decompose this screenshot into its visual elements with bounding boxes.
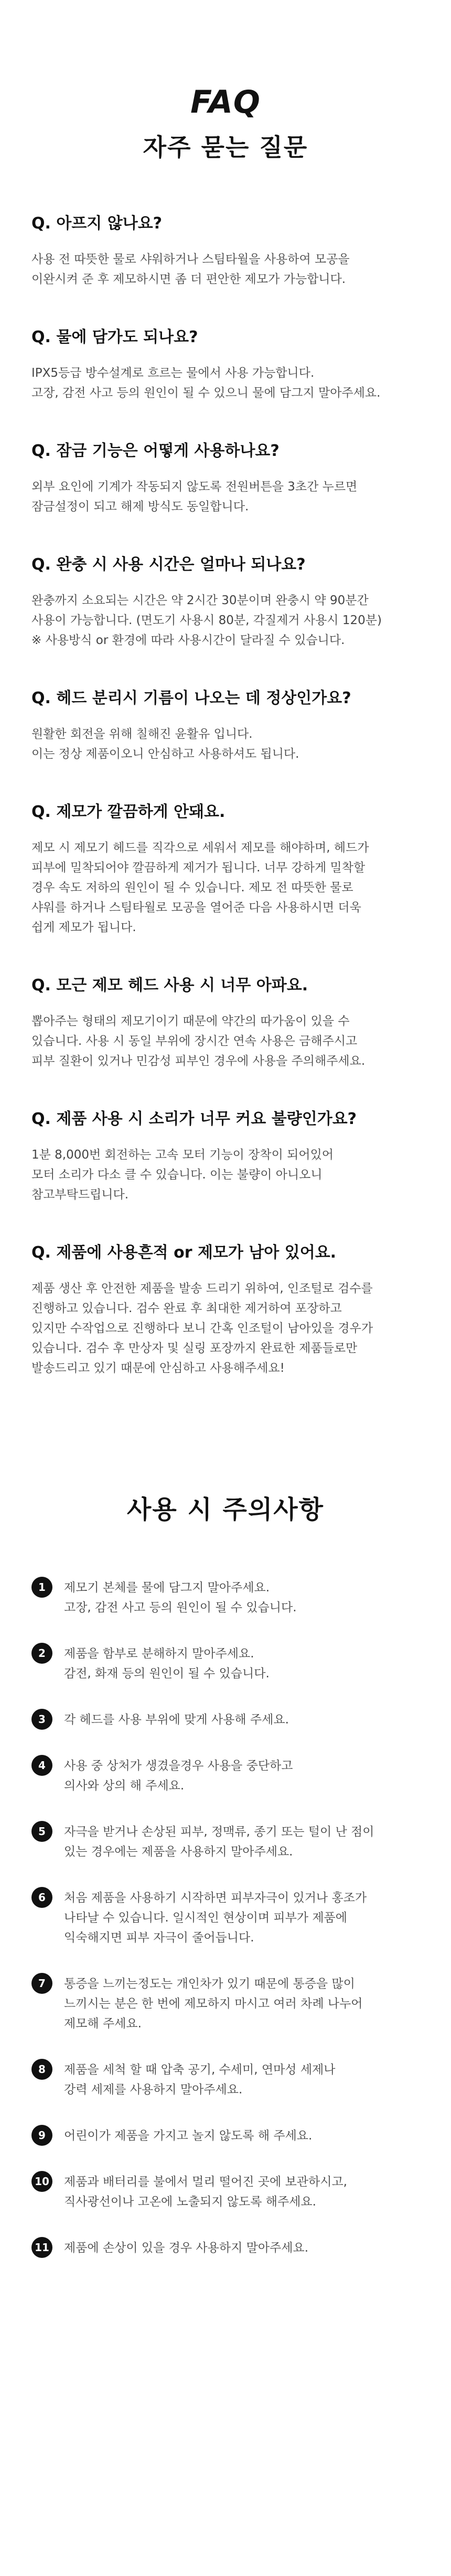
faq-item	[31, 688, 420, 802]
caution-item	[31, 1974, 420, 2034]
faq-answer-line: 있습니다. 검수 후 만상자 및 실링 포장까지 완료한 제품들로만	[31, 1341, 358, 1355]
faq-answer-line: 피부에 밀착되어야 깔끔하게 제거가 됩니다. 너무 강하게 밀착할	[31, 861, 366, 875]
caution-item	[31, 1644, 420, 1684]
caution-item	[31, 2238, 420, 2258]
faq-answer-line: 원활한 회전을 위해 칠해진 윤활유 입니다.	[31, 727, 253, 741]
faq-item	[31, 1109, 420, 1242]
faq-answer	[31, 249, 420, 289]
caution-line: 제모기 본체를 물에 담그지 말아주세요.	[64, 1581, 270, 1595]
caution-item	[31, 1756, 420, 1796]
faq-answer-line: 경우 속도 저하의 원인이 될 수 있습니다. 제모 전 따뜻한 물로	[31, 881, 353, 894]
caution-line: 감전, 화재 등의 원인이 될 수 있습니다.	[64, 1667, 270, 1680]
caution-line: 의사와 상의 해 주세요.	[64, 1779, 185, 1793]
faq-answer	[31, 363, 420, 403]
caution-line: 제품을 함부로 분해하지 말아주세요.	[64, 1647, 254, 1661]
caution-section	[31, 1489, 420, 2258]
caution-line: 느끼시는 분은 한 번에 제모하지 마시고 여러 차례 나누어	[64, 1997, 363, 2011]
faq-answer-line: 있습니다. 사용 시 동일 부위에 장시간 연속 사용은 금해주시고	[31, 1034, 358, 1048]
number-badge-icon: 5	[31, 1821, 52, 1842]
caution-line: 제품에 손상이 있을 경우 사용하지 말아주세요.	[64, 2241, 309, 2255]
faq-answer-line: IPX5등급 방수설계로 흐르는 물에서 사용 가능합니다.	[31, 366, 315, 380]
faq-answer-line: 뽑아주는 형태의 제모기이기 때문에 약간의 따가움이 있을 수	[31, 1014, 350, 1028]
faq-answer	[31, 477, 420, 517]
caution-line: 자극을 받거나 손상된 피부, 정맥류, 종기 또는 털이 난 점이	[64, 1825, 374, 1839]
caution-text	[64, 1822, 374, 1862]
faq-answer-line: ※ 사용방식 or 환경에 따라 사용시간이 달라질 수 있습니다.	[31, 634, 345, 647]
caution-line: 있는 경우에는 제품을 사용하지 말아주세요.	[64, 1845, 293, 1859]
number-badge-icon: 4	[31, 1755, 52, 1776]
faq-item	[31, 327, 420, 441]
faq-question: Q. 아프지 않나요?	[31, 214, 163, 233]
caution-text	[64, 1974, 363, 2034]
caution-line: 직사광선이나 고온에 노출되지 않도록 해주세요.	[64, 2195, 316, 2209]
faq-answer-line: 있지만 수작업으로 진행하다 보니 간혹 인조털이 남아있을 경우가	[31, 1322, 373, 1335]
faq-item	[31, 802, 420, 975]
faq-title: FAQ	[190, 84, 261, 121]
faq-answer	[31, 724, 420, 764]
faq-item	[31, 554, 420, 688]
faq-list	[31, 213, 420, 1416]
faq-answer-line: 고장, 감전 사고 등의 원인이 될 수 있으니 물에 담그지 말아주세요.	[31, 386, 381, 400]
faq-answer-line: 진행하고 있습니다. 검수 완료 후 최대한 제거하여 포장하고	[31, 1302, 342, 1315]
caution-text	[64, 2238, 308, 2258]
number-badge-icon: 9	[31, 2125, 52, 2146]
caution-item	[31, 2060, 420, 2100]
faq-answer-line: 제모 시 제모기 헤드를 직각으로 세워서 제모를 해야하며, 헤드가	[31, 841, 369, 855]
faq-answer-line: 모터 소리가 다소 클 수 있습니다. 이는 불량이 아니오니	[31, 1168, 323, 1182]
number-badge-icon: 8	[31, 2059, 52, 2080]
faq-answer	[31, 1279, 420, 1378]
faq-answer-line: 완충까지 소요되는 시간은 약 2시간 30분이며 완충시 약 90분간	[31, 594, 369, 607]
faq-item	[31, 441, 420, 554]
number-badge-icon: 6	[31, 1887, 52, 1908]
caution-list	[31, 1578, 420, 2258]
faq-answer-line: 제품 생산 후 안전한 제품을 발송 드리기 위하여, 인조털로 검수를	[31, 1282, 373, 1295]
caution-title: 사용 시 주의사항	[127, 1495, 324, 1524]
caution-text	[64, 1756, 293, 1796]
faq-answer-line: 외부 요인에 기계가 작동되지 않도록 전원버튼을 3초간 누르면	[31, 480, 358, 494]
number-badge-icon: 11	[31, 2237, 52, 2258]
faq-answer-line: 사용이 가능합니다. (면도기 사용시 80분, 각질제거 사용시 120분)	[31, 614, 382, 627]
faq-answer	[31, 838, 420, 937]
caution-text	[64, 1888, 367, 1948]
caution-line: 나타날 수 있습니다. 일시적인 현상이며 피부가 제품에	[64, 1911, 347, 1925]
caution-item	[31, 2126, 420, 2146]
caution-line: 어린이가 제품을 가지고 놀지 않도록 해 주세요.	[64, 2129, 313, 2143]
caution-item	[31, 2172, 420, 2212]
caution-text	[64, 1644, 270, 1684]
faq-question: Q. 잠금 기능은 어떻게 사용하나요?	[31, 442, 280, 460]
caution-line: 사용 중 상처가 생겼을경우 사용을 중단하고	[64, 1759, 293, 1773]
faq-answer-line: 발송드리고 있기 때문에 안심하고 사용해주세요!	[31, 1361, 285, 1375]
faq-answer-line: 1분 8,000번 회전하는 고속 모터 기능이 장착이 되어있어	[31, 1148, 334, 1162]
caution-text	[64, 2172, 347, 2212]
faq-answer-line: 사용 전 따뜻한 물로 샤워하거나 스팀타월을 사용하여 모공을	[31, 253, 350, 266]
faq-item	[31, 975, 420, 1109]
faq-header	[31, 0, 420, 163]
caution-line: 각 헤드를 사용 부위에 맞게 사용해 주세요.	[64, 1713, 289, 1727]
faq-answer-line: 쉽게 제모가 됩니다.	[31, 921, 136, 934]
faq-answer-line: 잠금설정이 되고 해제 방식도 동일합니다.	[31, 500, 249, 514]
faq-item	[31, 1242, 420, 1416]
faq-answer-line: 샤워를 하거나 스팀타월로 모공을 열어준 다음 사용하시면 더욱	[31, 901, 361, 914]
faq-question: Q. 완충 시 사용 시간은 얼마나 되나요?	[31, 555, 306, 574]
faq-question: Q. 제모가 깔끔하게 안돼요.	[31, 803, 225, 821]
caution-text	[64, 1710, 289, 1730]
faq-question: Q. 제품에 사용흔적 or 제모가 남아 있어요.	[31, 1243, 337, 1262]
faq-question: Q. 제품 사용 시 소리가 너무 커요 불량인가요?	[31, 1110, 357, 1128]
faq-subtitle: 자주 묻는 질문	[143, 133, 308, 161]
faq-answer-line: 이는 정상 제품이오니 안심하고 사용하셔도 됩니다.	[31, 747, 299, 761]
caution-line: 익숙해지면 피부 자극이 줄어듭니다.	[64, 1931, 254, 1945]
caution-line: 고장, 감전 사고 등의 원인이 될 수 있습니다.	[64, 1601, 297, 1614]
caution-text	[64, 2060, 335, 2100]
faq-answer-line: 이완시켜 준 후 제모하시면 좀 더 편안한 제모가 가능합니다.	[31, 272, 346, 286]
caution-line: 강력 세제를 사용하지 말아주세요.	[64, 2083, 243, 2097]
caution-item	[31, 1888, 420, 1948]
caution-line: 제품을 세척 할 때 압축 공기, 수세미, 연마성 세제나	[64, 2063, 336, 2077]
number-badge-icon: 1	[31, 1577, 52, 1598]
faq-answer	[31, 591, 420, 650]
caution-line: 제모해 주세요.	[64, 2017, 142, 2031]
faq-question: Q. 모근 제모 헤드 사용 시 너무 아파요.	[31, 976, 308, 995]
faq-answer	[31, 1011, 420, 1071]
faq-answer	[31, 1145, 420, 1205]
number-badge-icon: 3	[31, 1709, 52, 1730]
caution-text	[64, 1578, 297, 1618]
faq-item	[31, 213, 420, 327]
caution-line: 통증을 느끼는정도는 개인차가 있기 때문에 통증을 많이	[64, 1977, 355, 1991]
faq-answer-line: 피부 질환이 있거나 민감성 피부인 경우에 사용을 주의해주세요.	[31, 1054, 366, 1068]
number-badge-icon: 7	[31, 1973, 52, 1994]
number-badge-icon: 10	[31, 2171, 52, 2192]
caution-item	[31, 1822, 420, 1862]
caution-item	[31, 1578, 420, 1618]
faq-question: Q. 물에 담가도 되나요?	[31, 328, 198, 346]
caution-line: 제품과 배터리를 불에서 멀리 떨어진 곳에 보관하시고,	[64, 2175, 347, 2189]
caution-text	[64, 2126, 312, 2146]
faq-answer-line: 참고부탁드립니다.	[31, 1188, 129, 1202]
caution-item	[31, 1710, 420, 1730]
number-badge-icon: 2	[31, 1643, 52, 1664]
faq-question: Q. 헤드 분리시 기름이 나오는 데 정상인가요?	[31, 689, 351, 707]
caution-line: 처음 제품을 사용하기 시작하면 피부자극이 있거나 홍조가	[64, 1891, 367, 1905]
